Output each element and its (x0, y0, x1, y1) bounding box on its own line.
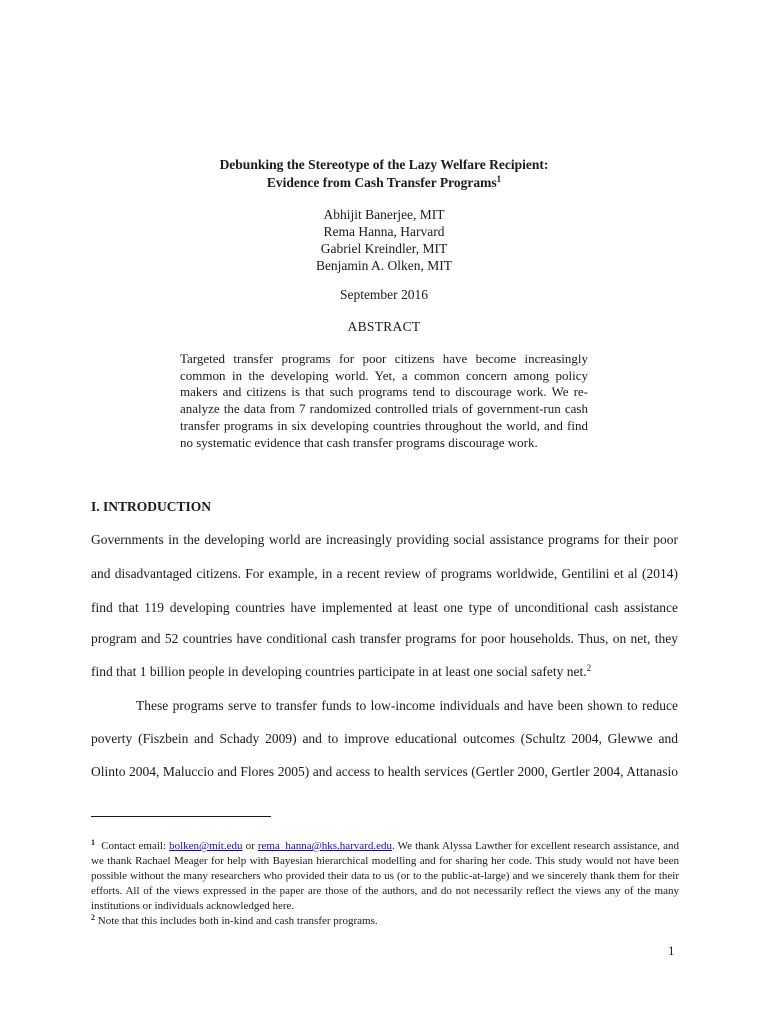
body-text-line: Olinto 2004, Maluccio and Flores 2005) and access to health services (Gertler 2000, Gertler 2004, Attanasio (91, 764, 678, 779)
page-number: 1 (668, 943, 675, 958)
author: Rema Hanna, Harvard (323, 224, 445, 239)
email-link-olken[interactable]: bolken@mit.edu (169, 840, 243, 852)
author: Benjamin A. Olken, MIT (315, 258, 453, 273)
title-line-1: Debunking the Stereotype of the Lazy Welfare Recipient: (219, 157, 549, 172)
body-text-line: find that 119 developing countries have implemented at least one type of unconditional cash assistance (91, 600, 678, 615)
footnote-2-mark: 2 (91, 913, 95, 922)
footnote-1: $^1$ Contact email: bolken@mit.edu or rema_hanna@hks.harvard.edu. We thank Alyssa Lawther for excellent research assistance, and we thank Rachael Meager for help with Bayesian hierarchical modelling and for sharing her code. This study would not have been possible without the many researchers who provided their data to us (or to the public-at-large) and we sincerely thank them for their efforts. All of the views expressed in the paper are those of the authors, and do not necessarily reflect the views any of the many institutions or individuals acknowledged here. (91, 838, 679, 912)
footnotes (91, 839, 679, 929)
body-text-line: and disadvantaged citizens. For example, in a recent review of programs worldwide, Gentilini et al (2014) (91, 566, 678, 581)
body-text-line: program and 52 countries have conditional cash transfer programs for poor households. Thus, on net, they (91, 631, 678, 646)
footnote-1-mark: 1 (91, 838, 95, 847)
author: Gabriel Kreindler, MIT (320, 241, 448, 256)
footnote-2: $^2$ Note that this includes both in-kind and cash transfer programs. (91, 913, 378, 927)
section-heading-introduction: I. INTRODUCTION (91, 499, 212, 514)
footnote-divider (91, 816, 271, 817)
publication-date: September 2016 (339, 287, 429, 302)
title-line-2: Evidence from Cash Transfer Programs$^1$ (266, 174, 502, 190)
body-text-line: These programs serve to transfer funds to low-income individuals and have been shown to reduce (136, 698, 678, 713)
author: Abhijit Banerjee, MIT (323, 207, 445, 222)
abstract-heading: ABSTRACT (347, 319, 421, 334)
title-footnote-mark[interactable]: 1 (496, 174, 502, 184)
body-text-line: poverty (Fiszbein and Schady 2009) and to improve educational outcomes (Schultz 2004, Glewwe and (91, 731, 678, 746)
body-text-line: find that 1 billion people in developing countries participate in at least one social safety net.$^2$ (91, 663, 592, 679)
body-text-line: Governments in the developing world are increasingly providing social assistance programs for their poor (91, 532, 678, 547)
footnote-mark-2[interactable]: 2 (586, 663, 592, 673)
paper-title (0, 156, 768, 192)
author-list (0, 206, 768, 274)
email-link-hanna[interactable]: rema_hanna@hks.harvard.edu (257, 840, 392, 852)
abstract-text: Targeted transfer programs for poor citizens have become increasingly common in the developing world. Yet, a common concern among policy makers and citizens is that such programs tend to discourage work. We re-analyze the data from 7 randomized controlled trials of government-run cash transfer programs in six developing countries throughout the world, and find no systematic evidence that cash transfer programs discourage work. (180, 351, 588, 450)
